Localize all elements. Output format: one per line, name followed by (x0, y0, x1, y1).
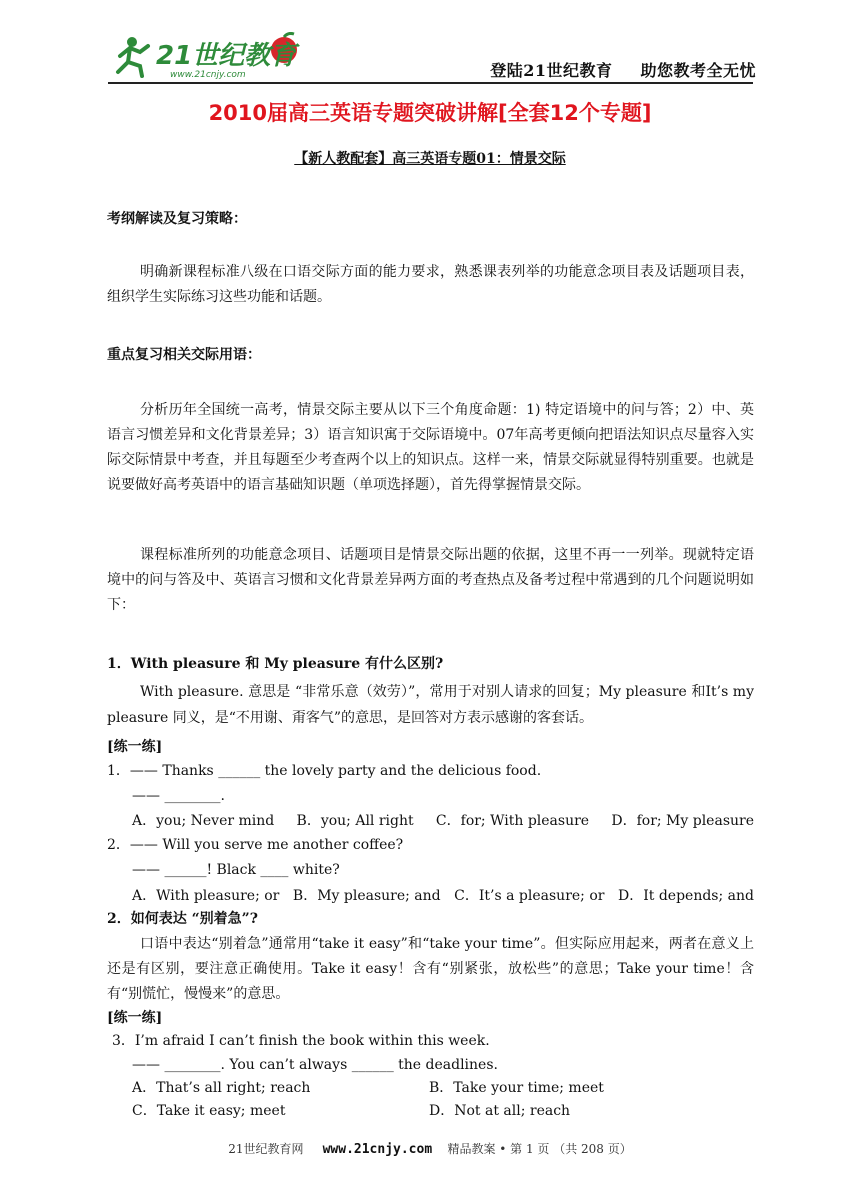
exercise-3-options-row2 (132, 1100, 754, 1120)
header-divider (108, 82, 753, 84)
question-explanation-2: 口语中表达“别着急”通常用“take it easy”和“take your time”。但实际应用起来，两者在意义上还是有区别，要注意正确使用。Take it easy！含有“别紧张，放松些”的意思；Take your time！含有“别慌忙，慢慢来”的意思。 (107, 936, 754, 1002)
question-explanation-1: With pleasure. 意思是 “非常乐意（效劳）”，常用于对别人请求的回复；My pleasure 和It’s my pleasure 同义，是“不用谢、甭客气”的意思，是回答对方表示感谢的客套话。 (107, 684, 754, 726)
footer-page-info: 精品教案 • 第 1 页 （共 208 页） (447, 1142, 632, 1156)
exercise-1-options (132, 810, 754, 830)
header-login-text: 登陆21世纪教育 (490, 61, 613, 80)
header-slogan (490, 58, 756, 81)
exercise-1-reply: —— ________. (132, 788, 225, 804)
exercise-3-reply: —— ________. You can’t always ______ the deadlines. (132, 1057, 498, 1073)
option-c: C．for; With pleasure (435, 813, 590, 829)
document-title: 2010届高三英语专题突破讲解[全套12个专题] (208, 101, 652, 125)
exercise-3-options-row1 (132, 1077, 754, 1097)
document-subtitle: 【新人教配套】高三英语专题01：情景交际 (294, 151, 566, 167)
question-heading-2: 2．如何表达 “别着急”? (107, 911, 258, 927)
option-a: A．That’s all right; reach (132, 1080, 311, 1096)
practice-label: [练一练] (107, 1010, 163, 1026)
practice-label: [练一练] (107, 739, 163, 755)
exercise-3-prompt: 3．I’m afraid I can’t finish the book within this week. (112, 1033, 490, 1049)
option-b: B．Take your time; meet (429, 1080, 604, 1096)
exercise-1-prompt: 1．—— Thanks ______ the lovely party and the delicious food. (107, 763, 542, 779)
option-d: D．for; My pleasure (611, 813, 754, 829)
option-d: D．It depends; and (618, 888, 754, 904)
section-body-analysis: 分析历年全国统一高考，情景交际主要从以下三个角度命题：1) 特定语境中的问与答；2）中、英语言习惯差异和文化背景差异；3）语言知识寓于交际语境中。07年高考更倾向把语法知识点尽量容入实际交际情景中考查，并且每题至少考查两个以上的知识点。这样一来，情景交际就显得特别重要。也就是说要做好高考英语中的语言基础知识题（单项选择题），首先得掌握情景交际。 (107, 402, 754, 493)
site-logo (112, 32, 312, 80)
section-body-standards: 课程标准所列的功能意念项目、话题项目是情景交际出题的依据，这里不再一一列举。现就特定语境中的问与答及中、英语言习惯和文化背景差异两方面的考查热点及备考过程中常遇到的几个问题说明如下： (107, 547, 754, 613)
svg-text:www.21cnjy.com: www.21cnjy.com (170, 70, 246, 80)
exercise-2-prompt: 2．—— Will you serve me another coffee? (107, 837, 404, 853)
section-heading-syllabus: 考纲解读及复习策略： (107, 211, 247, 227)
option-d: D．Not at all; reach (429, 1103, 571, 1119)
option-b: B．you; All right (296, 813, 414, 829)
exercise-2-options (132, 885, 754, 905)
option-c: C．It’s a pleasure; or (454, 888, 605, 904)
option-b: B．My pleasure; and (292, 888, 441, 904)
option-a: A．you; Never mind (132, 813, 275, 829)
section-heading-review: 重点复习相关交际用语： (107, 347, 261, 363)
question-heading-1: 1．With pleasure 和 My pleasure 有什么区别? (107, 656, 444, 672)
footer-site-name: 21世纪教育网 (228, 1142, 304, 1156)
option-c: C．Take it easy; meet (132, 1103, 286, 1119)
exercise-2-reply: —— ______! Black ____ white? (132, 862, 340, 878)
running-figure-icon (118, 37, 148, 76)
option-a: A．With pleasure; or (132, 888, 280, 904)
header-slogan-text: 助您教考全无忧 (640, 61, 756, 80)
footer-site-url[interactable]: www.21cnjy.com (322, 1142, 433, 1157)
svg-text:21世纪教育: 21世纪教育 (156, 41, 297, 71)
page-footer (0, 1140, 860, 1157)
section-body-syllabus: 明确新课程标准八级在口语交际方面的能力要求，熟悉课表列举的功能意念项目表及话题项目表，组织学生实际练习这些功能和话题。 (107, 264, 754, 305)
